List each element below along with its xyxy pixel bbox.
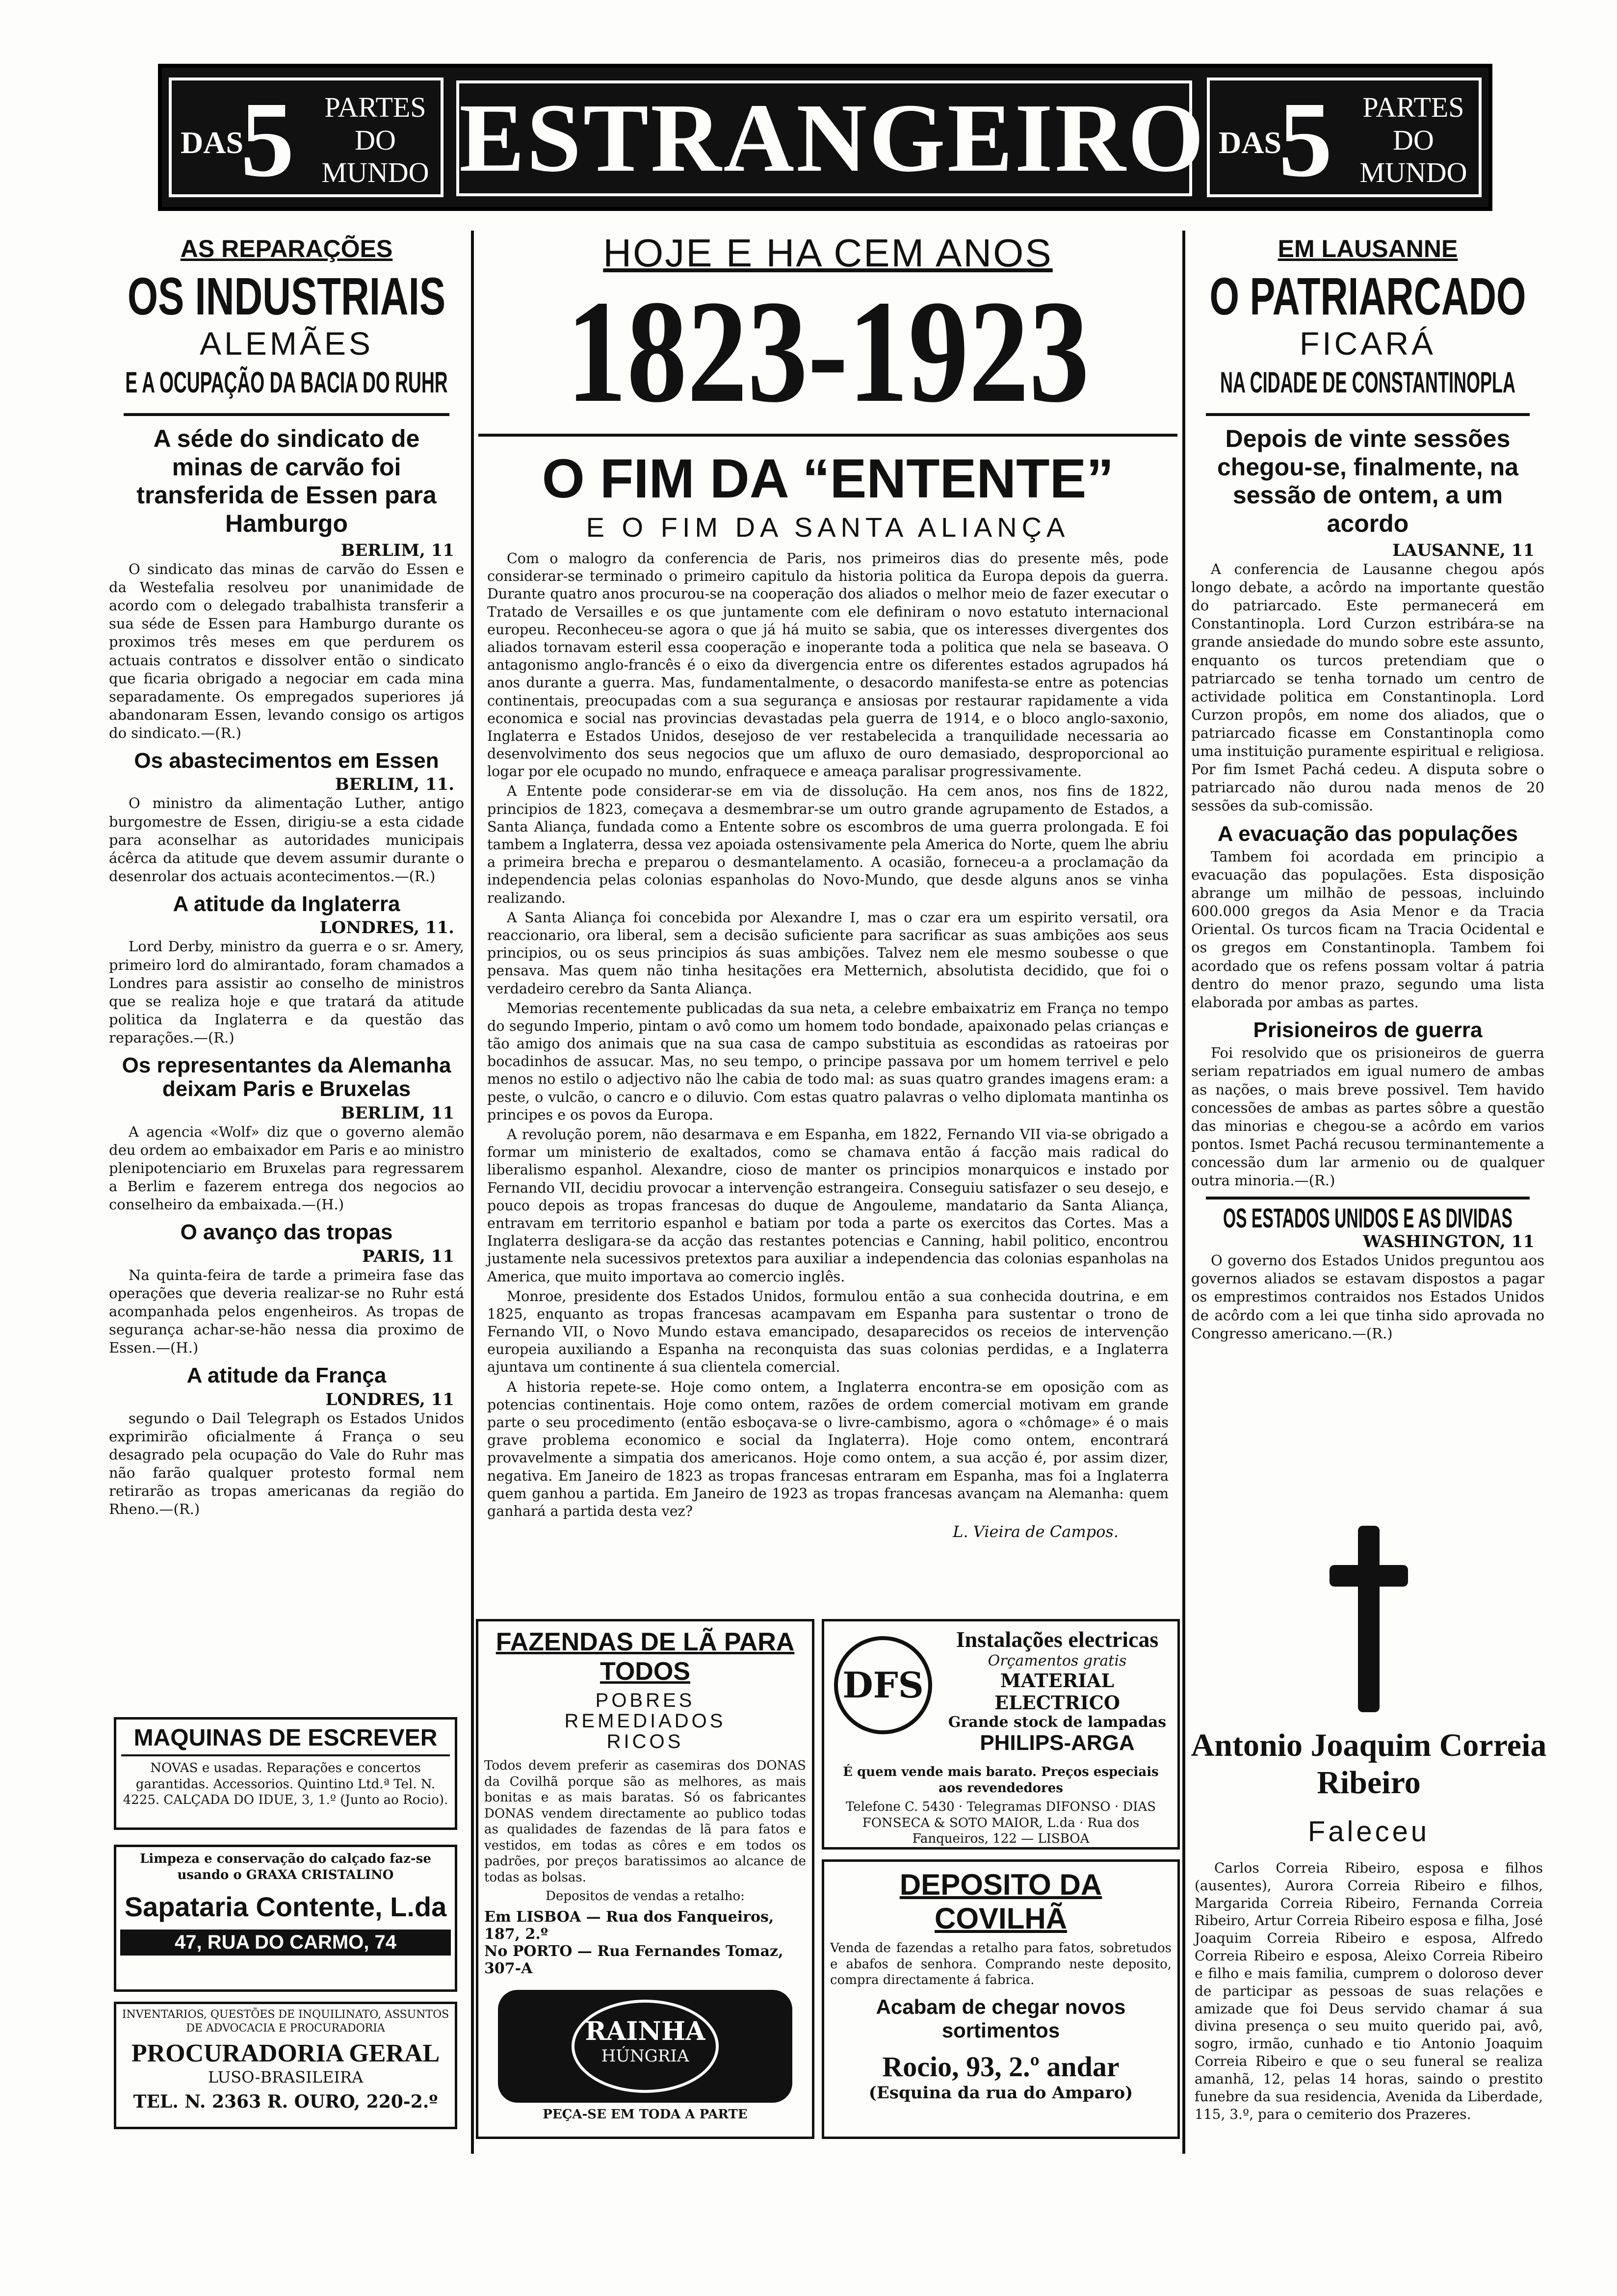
left-headline: OS INDUSTRIAIS <box>127 266 446 326</box>
ad-sapataria <box>114 1845 457 1992</box>
rainha-sub: HÚNGRIA <box>601 2046 689 2066</box>
left-dateline: LONDRES, 11. <box>319 918 454 938</box>
ad-maquinas <box>114 1717 457 1830</box>
cross-vertical <box>1358 1526 1380 1712</box>
right-body-3 <box>1191 1044 1544 1190</box>
center-years: 1823-1923 <box>566 270 1090 433</box>
ad-body: Todos devem preferir as casemiras dos DONAS da Covilhã porque são as melhores, as mais bonitas e as mais baratas. Só os fabricantes DONAS vendem directamente ao publico todas as qualidades de fazendas de lã para fatos e vestidos, em todas as côres e em todos os padrões, por preços baratissimos ao alcance de todas as bolsas. <box>484 1758 806 1885</box>
ad-name: PROCURADORIA GERAL <box>131 2039 440 2067</box>
column-rule <box>1182 231 1185 2154</box>
left-dateline: LONDRES, 11 <box>325 1389 454 1409</box>
left-body-6 <box>109 1409 464 1519</box>
left-subhead: ALEMÃES <box>200 325 373 362</box>
ad-title: MAQUINAS DE ESCREVER <box>121 1724 450 1756</box>
ad-depositos: Depositos de vendas a retalho: <box>546 1889 745 1904</box>
right-headline: O PATRIARCADO <box>1209 266 1526 326</box>
dfs-logo-text: DFS <box>842 1664 924 1706</box>
left-section-head: A atitude da Inglaterra <box>173 892 400 916</box>
left-body-4 <box>109 1123 464 1214</box>
left-dateline: BERLIM, 11 <box>340 541 454 560</box>
ad-top: INVENTARIOS, QUESTÕES DE INQUILINATO, ASSUNTOS DE ADVOCACIA E PROCURADORIA <box>122 2009 449 2035</box>
ad-sub: LUSO-BRASILEIRA <box>208 2068 364 2087</box>
ad-instalacoes <box>822 1619 1180 1850</box>
ad-address: 47, RUA DO CARMO, 74 <box>120 1930 451 1956</box>
left-body-2 <box>109 794 464 886</box>
divider <box>1206 413 1530 416</box>
ad-porto: No PORTO — Rua Fernandes Tomaz, 307-A <box>484 1942 783 1977</box>
paragraph: Com o malogro da conferencia de Paris, nos primeiros dias do presente mês, pode considerar-se terminado o primeiro capitulo da historia politica da Europa depois da guerra. Durante quatro anos procurou-se na cooperação dos aliados o melhor meio de fazer executar o Tratado de Versailles e os que juntamente com ele definiram o novo estatuto internacional europeu. Reconheceu-se agora o que já há muito se sabia, que os interesses divergentes dos aliados tornavam esteril essa cooperação e inoperante toda a politica que nela se baseava. O antagonismo anglo-francês é o eixo da divergencia entre os diferentes estados agrupados há anos durante a guerra. Mas, fundamentalmente, o desacordo manifesta-se entre as potencias continentais, preocupadas com a sua segurança e ansiosas por restaurar rapidamente a vida economica e social nas provincias devastadas pela guerra de 1914, e o bloco anglo-saxonio, Inglaterra e Estados Unidos, desejoso de ver restabelecida a tranquilidade necessaria ao desenvolvimento dos seus negocios que um afluxo de ouro demasiado, desproporcional ao logar por ele ocupado no mundo, enfraquece e ameaça paralisar progressivamente. <box>487 550 1169 780</box>
paragraph: Monroe, presidente dos Estados Unidos, formulou então a sua conhecida doutrina, e em 1825, enquanto as tropas francesas acampavam em Espanha para sustentar o trono de Fernando VII, o Novo Mundo estava emancipado, desaparecidos os receios de intervenção europeia auxiliando a Espanha na reconquista das suas colonias perdidas, e a Inglaterra ajuntava um continente á sua clientela comercial. <box>487 1288 1169 1376</box>
left-dateline: PARIS, 11 <box>362 1246 454 1266</box>
do-line: DO <box>355 124 396 156</box>
masthead-partes <box>319 91 432 189</box>
right-kicker: EM LAUSANNE <box>1278 235 1458 262</box>
right-body-2 <box>1191 848 1544 1012</box>
left-section-head: Os abastecimentos em Essen <box>134 749 439 773</box>
ad-line: Grande stock de lampadas <box>948 1714 1167 1731</box>
ad-covilha <box>822 1859 1180 2139</box>
partes-line: PARTES <box>324 91 426 123</box>
ad-title: Instalações electricas <box>956 1627 1159 1652</box>
ad-rainha <box>498 1990 792 2103</box>
left-body-3 <box>109 938 464 1047</box>
ad-body: NOVAS e usadas. Reparações e concertos garantidas. Accessorios. Quintino Ltd.ª Tel. N. 4225. CALÇADA DO IDUE, 3, 1.º (Junto ao Rocio). <box>123 1761 448 1807</box>
center-column <box>478 231 1177 1541</box>
dfs-logo <box>834 1636 932 1734</box>
masthead <box>158 64 1492 211</box>
ad-sub-line: RICOS <box>606 1731 684 1752</box>
ad-name: Sapataria Contente, L.da <box>124 1891 447 1922</box>
masthead-das: DAS <box>181 125 244 160</box>
masthead-right-box <box>1207 78 1482 197</box>
ad-sub-line: POBRES <box>595 1690 695 1711</box>
divider <box>124 413 449 416</box>
masthead-partes <box>1357 91 1470 189</box>
center-headline: O FIM DA “ENTENTE” <box>542 448 1114 509</box>
ad-rainha-foot: PEÇA-SE EM TODA A PARTE <box>543 2107 748 2122</box>
ad-foot: (Esquina da rua do Amparo) <box>868 2083 1133 2103</box>
center-article <box>478 550 1177 1520</box>
paragraph: A historia repete-se. Hoje como ontem, a Inglaterra encontra-se em oposição com as potencias continentais. Hoje como ontem, razões de ordem comercial motivam em grande parte o seu procedimento (então esboçava-se o livre-cambismo, agora o «chômage» é o mais grave problema economico e social da Inglaterra). Hoje como ontem, encontrará provavelmente a simpatia dos americanos. Hoje como ontem, a sua acção é, por assim dizer, negativa. Em Janeiro de 1823 as tropas francesas entraram em Espanha, mas foi a Inglaterra quem ganhou a partida. Em Janeiro de 1923 as tropas francesas avançam na Alemanha: quem ganhará a partida desta vez? <box>487 1379 1169 1519</box>
ad-body: É quem vende mais barato. Preços especiais aos revendedores <box>843 1765 1159 1796</box>
paragraph: O ministro da alimentação Luther, antigo burgomestre de Essen, dirigiu-se a esta cidade para aconselhar as autoridades municipais ácêrca da atitude que devem assumir durante o desenrolar dos actuais acontecimentos.—(R.) <box>109 795 464 885</box>
paragraph: A Santa Aliança foi concebida por Alexandre I, mas o czar era um espirito versatil, ora reaccionario, ora liberal, sem a decisão suficiente para sacrificar as suas ambições aos seus principios, ou os seus principios ás suas ambições. Talvez nem ele mesmo soubesse o que pensava. Mas quem não tinha hesitações era Metternich, absolutista decidido, que foi o verdadeiro cerebro da Santa Aliança. <box>487 909 1169 997</box>
ad-fazendas <box>476 1619 814 2139</box>
left-section-head: Os representantes da Alemanha deixam Paris e Bruxelas <box>122 1053 451 1101</box>
masthead-five: 5 <box>1278 79 1332 199</box>
paragraph: Na quinta-feira de tarde a primeira fase das operações que deveria realizar-se no Ruhr está acompanhada pelos engenheiros. As tropas de segurança achar-se-hão nessa dia proximo de Essen.—(H.) <box>109 1266 464 1357</box>
ad-news: Acabam de chegar novos sortimentos <box>876 1995 1126 2042</box>
paragraph: Memorias recentemente publicadas da sua neta, a celebre embaixatriz em França no tempo do segundo Imperio, pintam o avô como um homem todo bondade, apaixonado pelas crianças e tão amigo dos animais que na sua casa de campo substituia as escondidas as ratoeiras por bocadinhos de assucar. Mas, no seu tempo, o principe passava por um homem terrivel e pelo menos no estilo o adjectivo não lhe cabia de todo mal: as suas quatro grandes imagens eram: a peste, o vulcão, o cancro e o diluvio. Com estas quatro palavras o velho diplomata mantinha os principes e os povos da Europa. <box>487 1000 1169 1123</box>
mundo-line: MUNDO <box>321 157 429 189</box>
cross-horizontal <box>1330 1565 1408 1587</box>
paragraph: Foi resolvido que os prisioneiros de guerra seriam repatriados em igual numero de ambas as nações, o mais breve possivel. Tem havido concessões de ambas as partes sôbre a questão das minorias e chegou-se a acôrdo em varios pontos. Ismet Pachá recusou terminantemente a concessão dum lar armenio ou de qualquer outra minoria.—(R.) <box>1191 1044 1544 1189</box>
ad-sub <box>484 1690 806 1752</box>
right-section-head: Prisioneiros de guerra <box>1253 1018 1483 1042</box>
obit-body <box>1195 1859 1543 2125</box>
masthead-title: ESTRANGEIRO <box>456 80 1192 196</box>
ad-address: Rocio, 93, 2.º andar <box>882 2050 1120 2083</box>
center-subhead: E O FIM DA SANTA ALIANÇA <box>586 512 1070 543</box>
right-column <box>1191 235 1544 1345</box>
paragraph: O governo dos Estados Unidos preguntou aos governos aliados se estavam dispostos a pagar os emprestimos contraidos nos Estados Unidos de acôrdo com a lei que tinha sido aprovada no Congresso americano.—(R.) <box>1191 1252 1544 1342</box>
partes-line: PARTES <box>1362 91 1464 123</box>
center-kicker: HOJE E HA CEM ANOS <box>603 231 1053 275</box>
rainha-oval <box>572 2000 719 2093</box>
divider <box>1206 1197 1530 1200</box>
right-dateline: WASHINGTON, 11 <box>1363 1232 1535 1252</box>
left-body-1 <box>109 560 464 742</box>
ad-title: FAZENDAS DE LÃ PARA TODOS <box>496 1628 795 1686</box>
ad-line: Orçamentos gratis <box>988 1652 1127 1670</box>
ad-title: DEPOSITO DA COVILHÃ <box>899 1868 1102 1935</box>
paragraph: segundo o Dail Telegraph os Estados Unidos exprimirão oficialmente á França o seu desagrado pela ocupação do Vale do Ruhr mas não farão qualquer protesto formal nem retirarão as tropas americanas da região do Rheno.—(R.) <box>109 1409 464 1518</box>
ad-procuradoria <box>114 2002 457 2129</box>
ad-lisboa: Em LISBOA — Rua dos Fanqueiros, 187, 2.º <box>484 1908 774 1943</box>
left-body-5 <box>109 1266 464 1357</box>
right-body-4 <box>1191 1252 1544 1343</box>
left-section-head: O avanço das tropas <box>180 1220 393 1245</box>
right-subhead: FICARÁ <box>1299 325 1436 362</box>
do-line: DO <box>1393 124 1434 156</box>
obit-name: Antonio Joaquim Correia Ribeiro <box>1191 1727 1547 1800</box>
right-deck: Depois de vinte sessões chegou-se, finalmente, na sessão de ontem, a um acordo <box>1217 425 1518 537</box>
ad-instal-text <box>942 1626 1173 1755</box>
paragraph: A agencia «Wolf» diz que o governo alemão deu ordem ao embaixador em Paris e ao ministro plenipotenciario em Bruxelas para regressarem a Berlim e fazerem entrega dos negocios ao conselheiro da embaixada.—(H.) <box>109 1123 464 1213</box>
paragraph: A revolução porem, não desarmava e em Espanha, em 1822, Fernando VII via-se obrigado a formar um ministerio de exaltados, como se chamava então á facção mais radical do liberalismo espanhol. Alexandre, cioso de manter os principios monarquicos e instado por Fernando VII, decidiu provocar a intervenção estrangeira. Conseguiu satisfazer o seu desejo, e pouco depois as tropas francesas do duque de Angouleme, mandatario da Santa Aliança, entravam em territorio espanhol e batiam por toda a parte os exercitos das Cortes. Mas a Inglaterra desligara-se da acção das restantes potencias e Canning, habil politico, encontrou justamente nela sucessivos pretextos para auxiliar a independencia das colonias espanholas na America, que muito importava ao comercio inglês. <box>487 1126 1169 1285</box>
masthead-five: 5 <box>240 79 294 199</box>
paragraph: Tambem foi acordada em principio a evacuação das populações. Esta disposição abrange um milhão de pessoas, incluindo 600.000 gregos da Asia Menor e da Tracia Oriental. Os turcos ficam na Tracia Ocidental e os gregos em Constantinopla. Tambem foi acordado que os refens possam voltar á patria dentro do menor prazo, segundo uma lista elaborada por ambas as partes. <box>1191 848 1544 1011</box>
right-body-1 <box>1191 560 1544 815</box>
ad-address: Telefone C. 5430 · Telegramas DIFONSO · DIAS FONSECA & SOTO MAIOR, L.da · Rua dos Fanqueiros, 122 — LISBOA <box>845 1800 1156 1846</box>
left-deck: A séde do sindicato de minas de carvão foi transferida de Essen para Hamburgo <box>136 425 437 537</box>
rainha-name: RAINHA <box>585 2016 705 2046</box>
paragraph: Lord Derby, ministro da guerra e o sr. Amery, primeiro lord do almirantado, foram chamados a Londres para assistir ao conselho de ministros que se realiza hoje e que tratará da atitude politica da Inglaterra e da questão das reparações.—(R.) <box>109 938 464 1046</box>
masthead-left-box <box>169 78 443 197</box>
center-signature: L. Vieira de Campos. <box>953 1522 1119 1541</box>
left-kicker: AS REPARAÇÕES <box>180 235 393 262</box>
divider <box>478 434 1177 437</box>
ad-line: PHILIPS-ARGA <box>980 1731 1135 1755</box>
ad-top: Limpeza e conservação do calçado faz-se usando o GRAXA CRISTALINO <box>140 1852 431 1882</box>
ad-sub-line: REMEDIADOS <box>564 1710 726 1732</box>
right-section-head: A evacuação das populações <box>1217 821 1518 846</box>
paragraph: O sindicato das minas de carvão do Essen e da Westefalia resolveu por unanimidade de acordo com o delegado trabalhista transferir a sua séde de Essen para Hamburgo durante os proximos três meses em que perdurem os actuais contratos e dissolver então o sindicato que ficaria obrigado a negociar em cada mina separadamente. Os empregados superiores já abandonaram Essen, levando consigo os artigos do sindicato.—(R.) <box>109 561 464 741</box>
ad-tel: TEL. N. 2363 R. OURO, 220-2.º <box>133 2091 438 2112</box>
left-headline-2: E A OCUPAÇÃO DA BACIA DO RUHR <box>125 366 448 399</box>
right-section-head-4: OS ESTADOS UNIDOS E AS DIVIDAS <box>1223 1202 1513 1234</box>
left-section-head: A atitude da França <box>186 1363 387 1388</box>
obit-faleceu: Faleceu <box>1307 1816 1430 1848</box>
column-rule <box>471 231 474 2154</box>
cross-icon <box>1330 1526 1408 1712</box>
paragraph: A conferencia de Lausanne chegou após longo debate, a acôrdo na importante questão do patriarcado. Este permanecerá em Constantinopla. Lord Curzon estribára-se na grande ansiedade do mundo sobre este assunto, enquanto os turcos pretendiam que o patriarcado se tenha tornado um centro de actividade politica em Constantinopla. Lord Curzon propôs, em nome dos aliados, que o patriarcado ficasse em Constantinopla como uma instituição puramente espiritual e religiosa. Por fim Ismet Pachá cedeu. A disputa sobre o patriarcado não durou nada menos de 20 sessões da sub-comissão. <box>1191 561 1544 814</box>
left-dateline: BERLIM, 11 <box>340 1103 454 1123</box>
mundo-line: MUNDO <box>1359 157 1467 189</box>
left-column <box>109 235 464 1520</box>
paragraph: Carlos Correia Ribeiro, esposa e filhos (ausentes), Aurora Correia Ribeiro e filhos, Margarida Correia Ribeiro, Fernanda Correia Ribeiro, Artur Correia Ribeiro esposa e filha, José Joaquim Correia Ribeiro e esposa, Alfredo Correia Ribeiro e esposa, Aleixo Correia Ribeiro e filho e mais familia, cumprem o doloroso dever de participar as pessoas de suas relações e amizade que foi Deus servido chamar á sua divina presença o seu muito querido pai, avô, sogro, irmão, cunhado e tio Antonio Joaquim Correia Ribeiro e que o seu funeral se realiza amanhã, 12, pelas 14 horas, saindo o prestito funebre da sua residencia, Avenida da Liberdade, 115, 3.º, para o cemiterio dos Prazeres. <box>1195 1860 1543 2122</box>
paragraph: A Entente pode considerar-se em via de dissolução. Ha cem anos, nos fins de 1822, principios de 1823, começava a desmembrar-se um outro grande agrupamento de Estados, a Santa Aliança, fundada como a Entente sobre os escombros de uma guerra prolongada. E foi tambem a Inglaterra, dessa vez apoiada ostensivamente pela America do Norte, quem lhe abriu a primeira brecha e preparou o desmantelamento. A ocasião, forneceu-a a proclamação da independencia pelas colonias espanholas do Novo-Mundo, que desde alguns anos se vinha realizando. <box>487 783 1169 906</box>
right-dateline: LAUSANNE, 11 <box>1392 541 1535 560</box>
ad-line: MATERIAL ELECTRICO <box>994 1670 1120 1714</box>
masthead-das: DAS <box>1219 125 1282 160</box>
ad-body: Venda de fazendas a retalho para fatos, sobretudos e abafos de senhora. Comprando neste deposito, compra directamente á fabrica. <box>830 1941 1172 1987</box>
left-dateline: BERLIM, 11. <box>335 775 454 795</box>
right-headline-2: NA CIDADE DE CONSTANTINOPLA <box>1220 366 1516 399</box>
obituary <box>1190 1511 1548 2144</box>
